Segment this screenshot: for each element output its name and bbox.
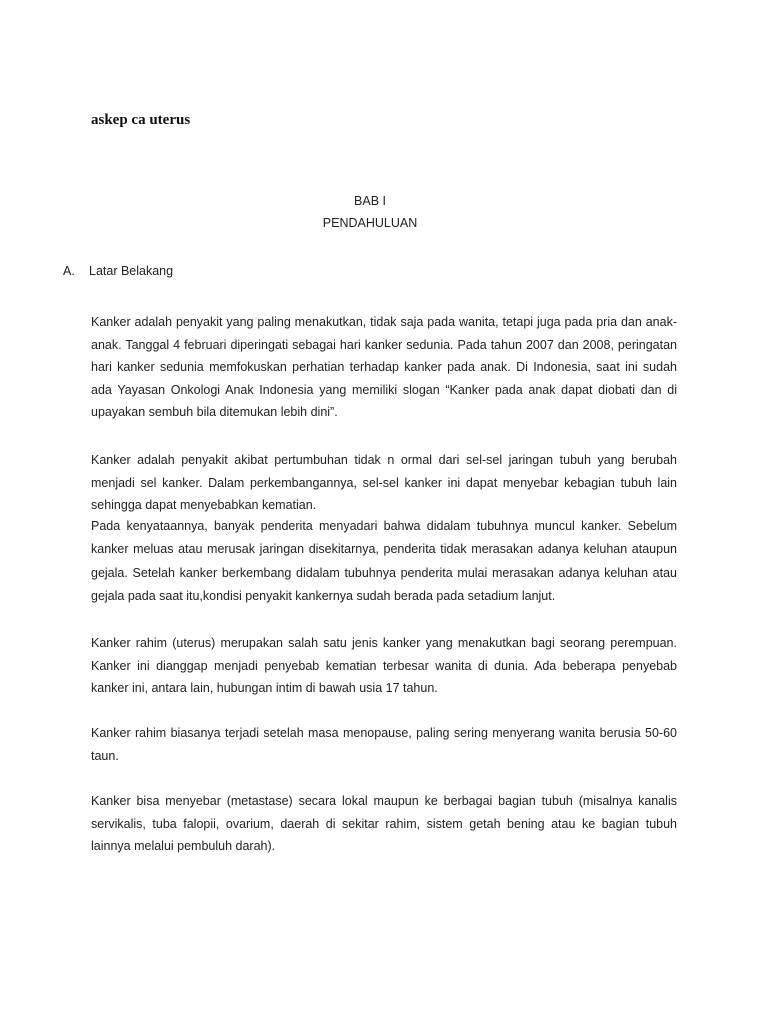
- paragraph: Pada kenyataannya, banyak penderita menyadari bahwa didalam tubuhnya muncul kanker. Sebelum kanker meluas atau merusak jaringan disekitarnya, penderita tidak merasakan adanya keluhan ataupun gejala. Setelah kanker berkembang didalam tubuhnya penderita mulai merasakan adanya keluhan atau gejala pada saat itu,kondisi penyakit kankernya sudah berada pada setadium lanjut.: [91, 519, 677, 603]
- paragraph: Kanker adalah penyakit akibat pertumbuhan tidak n ormal dari sel-sel jaringan tubuh yang berubah menjadi sel kanker. Dalam perkembangannya, sel-sel kanker ini dapat menyebar kebagian tubuh lain sehingga dapat menyebabkan kematian.: [91, 453, 677, 512]
- section-heading: [63, 264, 173, 278]
- paragraph: Kanker rahim biasanya terjadi setelah masa menopause, paling sering menyerang wanita berusia 50-60 taun.: [91, 726, 677, 763]
- chapter-number: BAB I: [354, 194, 386, 208]
- chapter-title: PENDAHULUAN: [322, 216, 418, 230]
- section-letter: A.: [63, 264, 75, 278]
- paragraph: Kanker rahim (uterus) merupakan salah satu jenis kanker yang menakutkan bagi seorang perempuan. Kanker ini dianggap menjadi penyebab kematian terbesar wanita di dunia. Ada beberapa penyebab kanker ini, antara lain, hubungan intim di bawah usia 17 tahun.: [91, 636, 677, 695]
- section-title: Latar Belakang: [89, 264, 174, 278]
- paragraph: Kanker adalah penyakit yang paling menakutkan, tidak saja pada wanita, tetapi juga pada pria dan anak-anak. Tanggal 4 februari diperingati sebagai hari kanker sedunia. Pada tahun 2007 dan 2008, peringatan hari kanker sedunia memfokuskan perhatian terhadap kanker pada anak. Di Indonesia, saat ini sudah ada Yayasan Onkologi Anak Indonesia yang memiliki slogan “Kanker pada anak dapat diobati dan di upayakan sembuh bila ditemukan lebih dini”.: [91, 315, 677, 419]
- paragraph: Kanker bisa menyebar (metastase) secara lokal maupun ke berbagai bagian tubuh (misalnya kanalis servikalis, tuba falopii, ovarium, daerah di sekitar rahim, sistem getah bening atau ke bagian tubuh lainnya melalui pembuluh darah).: [91, 794, 677, 853]
- document-title: askep ca uterus: [91, 112, 191, 128]
